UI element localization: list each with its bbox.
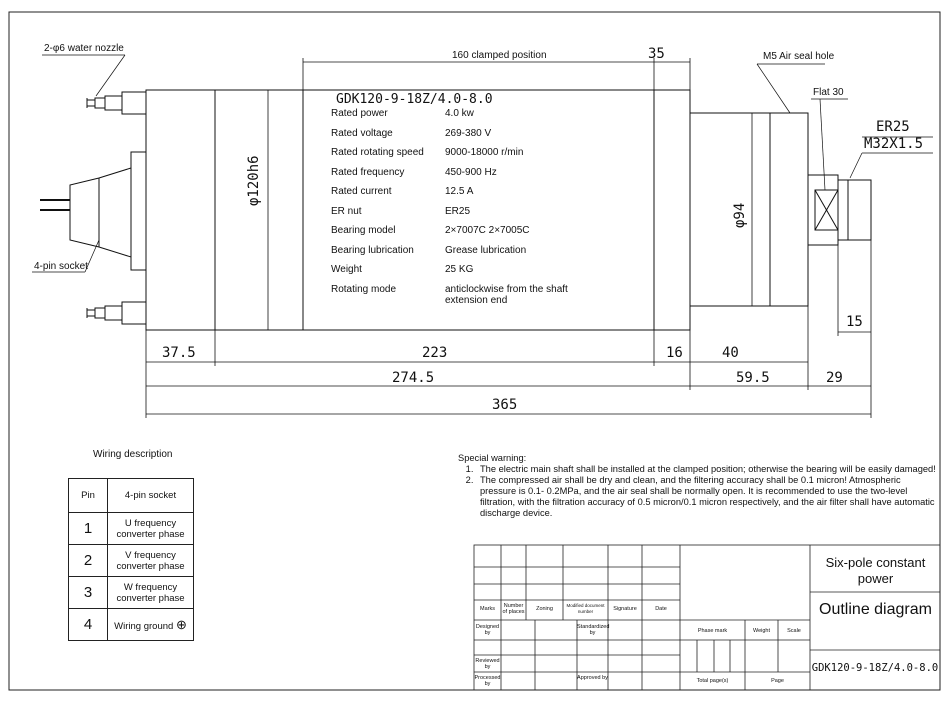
tb-marks: Marks: [480, 606, 495, 612]
spec-value: anticlockwise from the shaft extension end: [445, 283, 568, 306]
drawing-code: GDK120-9-18Z/4.0-8.0: [811, 662, 939, 674]
spec-value: ER25: [445, 205, 471, 217]
dim-35: 35: [648, 46, 665, 62]
pin-description: U frequency converter phase: [108, 513, 194, 545]
table-row: [69, 513, 194, 545]
tb-modified: Modified document number: [566, 603, 605, 614]
spindle-body: [146, 90, 690, 330]
tool-holder: [808, 175, 838, 245]
tb-phase-mark: Phase mark: [697, 628, 728, 634]
table-row: [69, 545, 194, 577]
flat-label: Flat 30: [813, 87, 844, 98]
spec-label: Rated power: [331, 108, 388, 119]
water-nozzle-bottom: [87, 302, 146, 324]
ground-label: Wiring ground: [114, 620, 174, 632]
socket-label: 4-pin socket: [34, 261, 88, 272]
spec-value: 4.0 kw: [445, 108, 474, 119]
pin-number: 4: [69, 609, 108, 641]
tb-total-pages: Total page(s): [696, 678, 729, 684]
water-nozzle-label: 2-φ6 water nozzle: [44, 43, 124, 54]
tb-page: Page: [771, 678, 784, 684]
spec-value: 25 KG: [445, 264, 474, 275]
tb-reviewed: Reviewed by: [475, 658, 500, 670]
spec-value: 2×7007C 2×7005C: [445, 225, 530, 236]
back-plate: [131, 152, 146, 270]
dim-40: 40: [722, 345, 739, 361]
pin-description: [108, 609, 194, 641]
dim-365: 365: [492, 397, 518, 413]
model-code: GDK120-9-18Z/4.0-8.0: [336, 92, 493, 107]
spec-label: Rated rotating speed: [331, 147, 424, 158]
air-seal-label: M5 Air seal hole: [763, 51, 835, 62]
table-row: [69, 577, 194, 609]
drawing-title-1: Six-pole constant power: [825, 555, 926, 586]
pin-number: 1: [69, 513, 108, 545]
clamped-position-label: 160 clamped position: [452, 50, 547, 61]
wiring-header-socket: 4-pin socket: [108, 479, 194, 513]
drawing-title-2: Outline diagram: [819, 601, 932, 618]
spec-value: 12.5 A: [445, 186, 474, 197]
dim-37-5: 37.5: [162, 345, 196, 361]
spec-label: Rated voltage: [331, 127, 393, 139]
socket-connector: [70, 168, 131, 257]
spec-value: Grease lubrication: [445, 244, 527, 256]
pin-number: 2: [69, 545, 108, 577]
dim-d120: φ120h6: [246, 155, 262, 206]
dim-16: 16: [666, 345, 683, 361]
tb-approved: Approved by: [577, 675, 608, 681]
thread-label: M32X1.5: [864, 136, 924, 152]
tb-designed: Designed by: [475, 624, 500, 636]
spec-value: 269-380 V: [445, 127, 492, 139]
tb-places: Number of places: [502, 603, 525, 615]
spec-label: Bearing lubrication: [331, 244, 414, 256]
dim-15: 15: [846, 314, 863, 330]
spec-label: Rated current: [331, 186, 392, 197]
spec-value: 450-900 Hz: [445, 166, 497, 178]
dim-59-5: 59.5: [736, 370, 770, 386]
spec-label: ER nut: [331, 205, 362, 217]
warning-item: 2. The compressed air shall be dry and clean, and the filtering accuracy shall be 0.1 micron! Atmospheric pressure is 0.1- 0.2MPa, and the air seal shall be normally open. It is recommended to use the two-level filtration, with the filtration accuracy of 0.5 micron/0.1 micron respectively, and the air filter shall have automatic discharge device.: [476, 475, 938, 519]
pin-description: W frequency converter phase: [108, 577, 194, 609]
ground-icon: ⊕: [175, 616, 187, 632]
tb-zoning: Zoning: [536, 606, 553, 612]
spec-label: Rated frequency: [331, 166, 405, 178]
collet-nut: [838, 180, 871, 240]
pin-number: 3: [69, 577, 108, 609]
wiring-table: [68, 478, 194, 641]
wiring-header-pin: Pin: [69, 479, 108, 513]
tb-processed: Processed by: [474, 675, 501, 687]
warning-item: 1. The electric main shaft shall be installed at the clamped position; otherwise the bearing will be easily damaged!: [476, 464, 938, 475]
pin-description: V frequency converter phase: [108, 545, 194, 577]
tb-standardized: Standardized by: [577, 624, 610, 636]
wiring-title: Wiring description: [93, 449, 173, 460]
spec-value: 9000-18000 r/min: [445, 147, 524, 158]
dim-29: 29: [826, 370, 843, 386]
table-row: [69, 609, 194, 641]
dim-223: 223: [422, 345, 448, 361]
front-nose: [690, 113, 808, 306]
dim-274-5: 274.5: [392, 370, 435, 386]
tb-date: Date: [655, 606, 667, 612]
dim-d94: φ94: [732, 202, 748, 228]
tb-weight: Weight: [752, 628, 771, 634]
spec-label: Weight: [331, 264, 362, 275]
spec-label: Rotating mode: [331, 283, 397, 295]
warning-title: Special warning:: [458, 453, 527, 463]
spec-label: Bearing model: [331, 225, 396, 236]
tb-signature: Signature: [613, 606, 637, 612]
special-warning: [458, 453, 938, 519]
er-label: ER25: [876, 119, 910, 135]
tb-scale: Scale: [787, 628, 801, 634]
water-nozzle-top: [87, 92, 146, 114]
